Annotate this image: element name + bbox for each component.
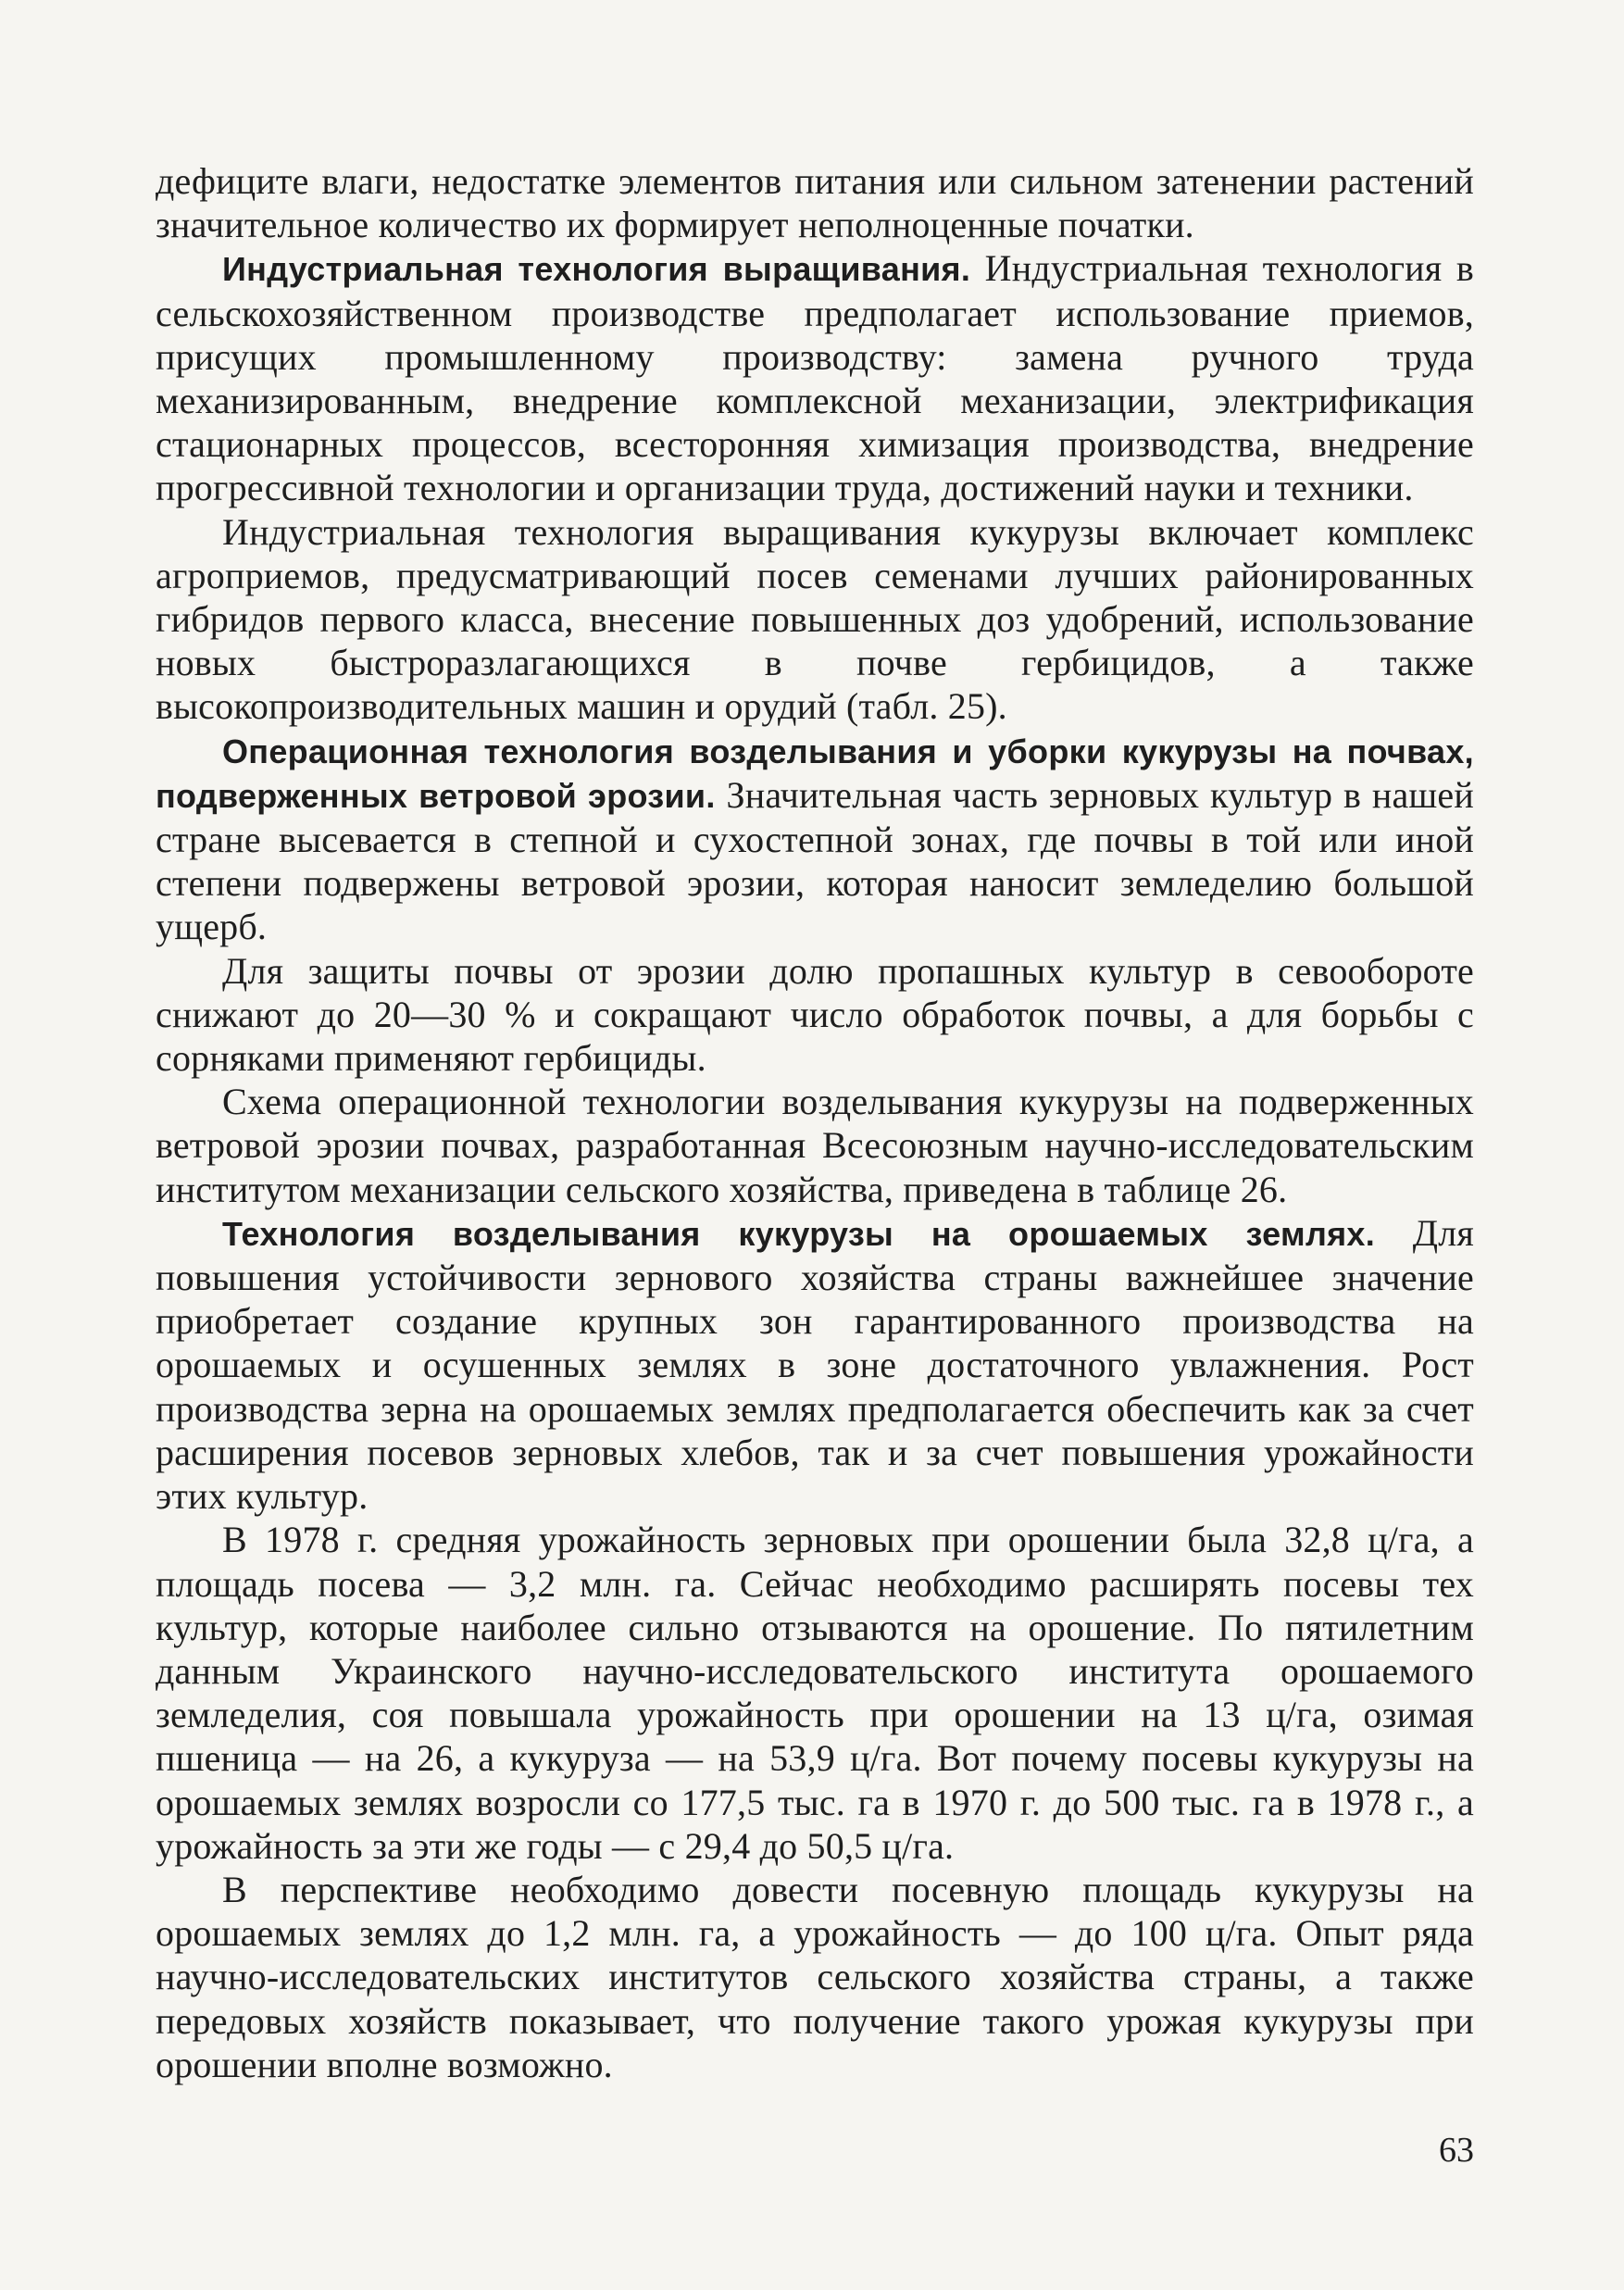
paragraph-4-text: Значительная часть зерновых культур в нашей стране высевается в степной и сухостепной зонах, где почвы в той или иной степени подвержены ветровой эрозии, которая наносит земледелию большой ущерб. <box>156 773 1474 948</box>
paragraph-5-text: Для защиты почвы от эрозии долю пропашных культур в севообороте снижают до 20—30 % и сокращают число обработок почвы, а для борьбы с сорняками применяют гербициды. <box>156 949 1474 1080</box>
paragraph-2 <box>156 246 1474 509</box>
paragraph-7 <box>156 1211 1474 1518</box>
paragraph-1-text: дефиците влаги, недостатке элементов питания или сильном затенении растений значительное количество их формирует неполноценные початки. <box>156 160 1474 246</box>
paragraph-9-text: В перспективе необходимо довести посевную площадь кукурузы на орошаемых землях до 1,2 млн. га, а урожайность — до 100 ц/га. Опыт ряда научно-исследовательских институтов сельского хозяйства страны, а также передовых хозяйств показывает, что получение такого урожая кукурузы при орошении вполне возможно. <box>156 1868 1474 2085</box>
paragraph-3 <box>156 510 1474 729</box>
paragraph-8-text: В 1978 г. средняя урожайность зерновых при орошении была 32,8 ц/га, а площадь посева — 3,2 млн. га. Сейчас необходимо расширять посевы тех культур, которые наиболее сильно отзываются на орошение. По пятилетним данным Украинского научно-исследовательского института орошаемого земледелия, соя повышала урожайность при орошении на 13 ц/га, озимая пшеница — на 26, а кукуруза — на 53,9 ц/га. Вот почему посевы кукурузы на орошаемых землях возросли со 177,5 тыс. га в 1970 г. до 500 тыс. га в 1978 г., а урожайность за эти же годы — с 29,4 до 50,5 ц/га. <box>156 1519 1474 1867</box>
paragraph-4-heading: Операционная технология возделывания и уборки кукурузы на почвах, подверженных ветровой эрозии. <box>156 732 1474 815</box>
paragraph-1 <box>156 159 1474 246</box>
page-body <box>156 159 1474 2086</box>
paragraph-6-text: Схема операционной технологии возделывания кукурузы на подверженных ветровой эрозии почвах, разработанная Всесоюзным научно-исследовательским институтом механизации сельского хозяйства, приведена в таблице 26. <box>156 1081 1474 1210</box>
paragraph-2-text: Индустриальная технология в сельскохозяйственном производстве предполагает использование приемов, присущих промышленному производству: замена ручного труда механизированным, внедрение комплексной механизации, электрификация стационарных процессов, всесторонняя химизация производства, внедрение прогрессивной технологии и организации труда, достижений науки и техники. <box>156 247 1474 509</box>
paragraph-8 <box>156 1518 1474 1868</box>
paragraph-6 <box>156 1080 1474 1211</box>
paragraph-7-text: Для повышения устойчивости зернового хозяйства страны важнейшее значение приобретает создание крупных зон гарантированного производства на орошаемых и осушенных землях в зоне достаточного увлажнения. Рост производства зерна на орошаемых землях предполагается обеспечить как за счет расширения посевов зерновых хлебов, так и за счет повышения урожайности этих культур. <box>156 1211 1474 1518</box>
paragraph-9 <box>156 1868 1474 2086</box>
paragraph-2-heading: Индустриальная технология выращивания. <box>222 250 971 289</box>
page-number: 63 <box>1439 2131 1474 2170</box>
paragraph-3-text: Индустриальная технология выращивания кукурузы включает комплекс агроприемов, предусматривающий посев семенами лучших районированных гибридов первого класса, внесение повышенных доз удобрений, использование новых быстроразлагающихся в почве гербицидов, а также высокопроизводительных машин и орудий (табл. 25). <box>156 510 1474 728</box>
paragraph-7-heading: Технология возделывания кукурузы на орошаемых землях. <box>222 1214 1376 1253</box>
paragraph-5 <box>156 949 1474 1081</box>
paragraph-4 <box>156 729 1474 949</box>
